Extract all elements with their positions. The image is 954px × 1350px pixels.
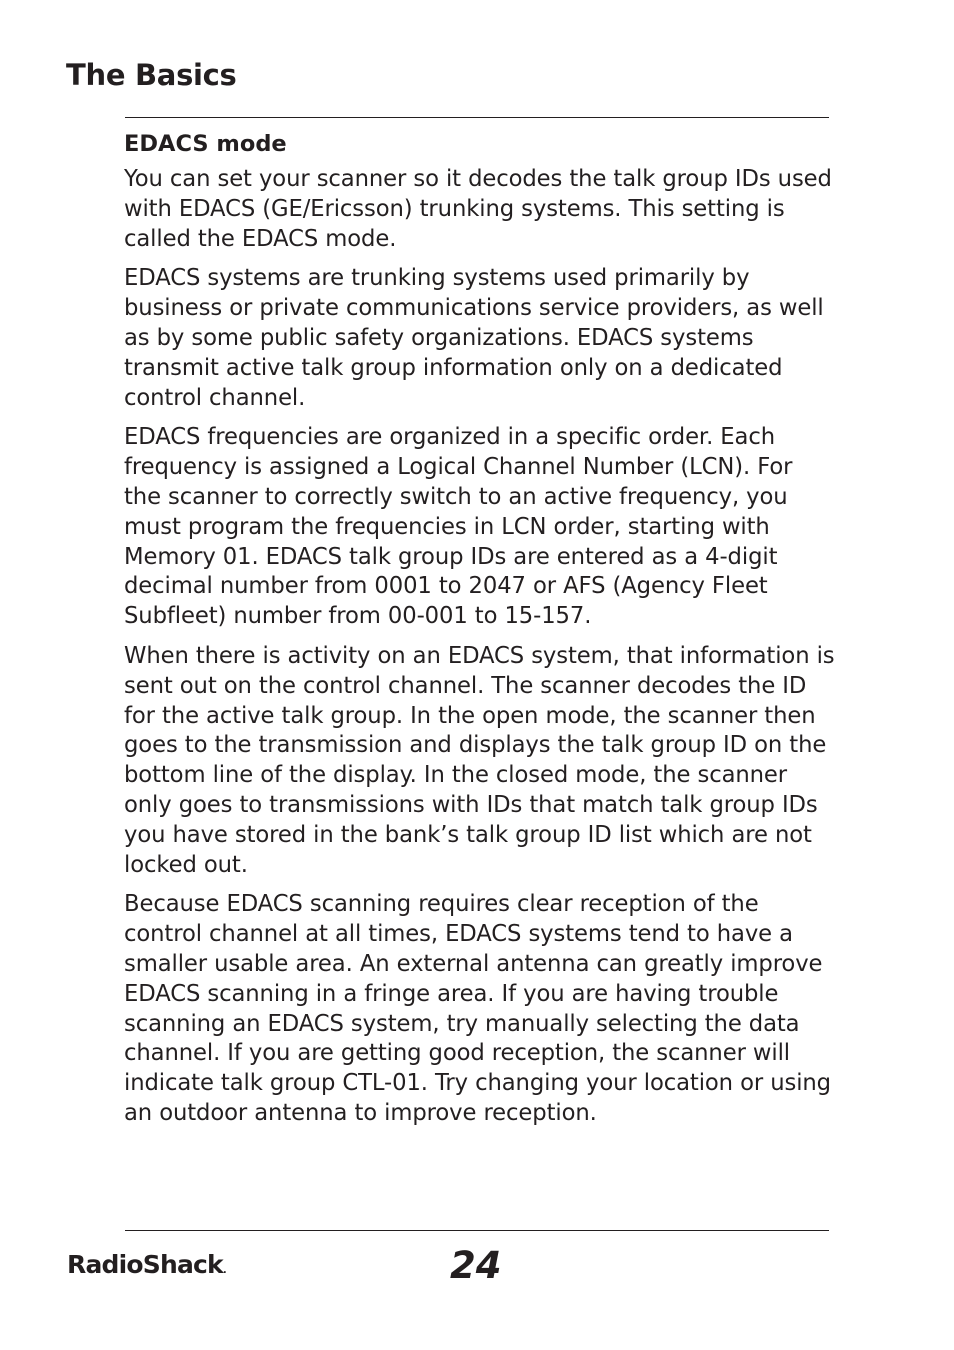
footer-divider	[125, 1230, 829, 1231]
page-content	[124, 129, 836, 1139]
paragraph-2: EDACS systems are trunking systems used primarily by business or private communications service providers, as well as by some public safety organizations. EDACS systems transmit active talk group information only on a dedicated control channel.	[124, 265, 824, 411]
brand-name: RadioShack	[67, 1250, 223, 1279]
paragraph-5: Because EDACS scanning requires clear reception of the control channel at all times, EDACS systems tend to have a smaller usable area. An external antenna can greatly improve EDACS scanning in a fringe area. If you are having trouble scanning an EDACS system, try manually selecting the data channel. If you are getting good reception, the scanner will indicate talk group CTL-01. Try changing your location or using an outdoor antenna to improve reception.	[124, 891, 831, 1126]
page-number: 24	[450, 1244, 502, 1287]
brand-logo	[67, 1250, 227, 1279]
paragraph-4: When there is activity on an EDACS system, that information is sent out on the control channel. The scanner decodes the ID for the active talk group. In the open mode, the scanner then goes to the transmission and displays the talk group ID on the bottom line of the display. In the closed mode, the scanner only goes to transmissions with IDs that match talk group IDs you have stored in the bank’s talk group ID list which are not locked out.	[124, 642, 835, 878]
subheading: EDACS mode	[124, 131, 287, 157]
brand-mark: .	[222, 1265, 227, 1276]
section-title: The Basics	[66, 58, 237, 92]
paragraph-3: EDACS frequencies are organized in a specific order. Each frequency is assigned a Logical Channel Number (LCN). For the scanner to correctly switch to an active frequency, you must program the frequencies in LCN order, starting with Memory 01. EDACS talk group IDs are entered as a 4-digit decimal number from 0001 to 2047 or AFS (Agency Fleet Subfleet) number from 00-001 to 15-157.	[124, 424, 793, 630]
paragraph-1: You can set your scanner so it decodes the talk group IDs used with EDACS (GE/Ericsson) trunking systems. This setting is called the EDACS mode.	[124, 166, 832, 252]
header-divider	[125, 117, 829, 118]
